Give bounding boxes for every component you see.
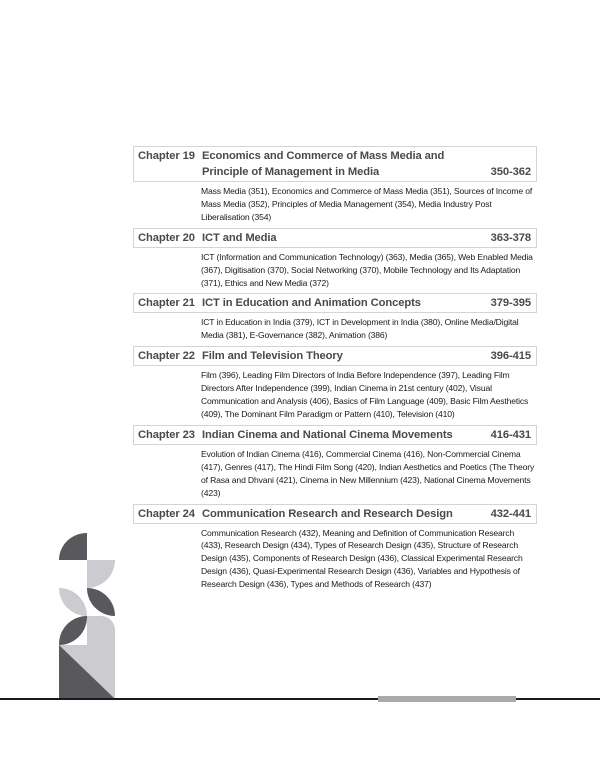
quarter-circle-dark-shape bbox=[59, 533, 87, 560]
table-of-contents bbox=[133, 146, 537, 595]
chapter-title: ICT and Media bbox=[202, 231, 277, 244]
chapter-title: Indian Cinema and National Cinema Movements bbox=[202, 428, 453, 441]
chapter-label: Chapter 20 bbox=[138, 231, 195, 244]
rounded-light-shape bbox=[87, 616, 115, 645]
chapter-topics: Film (396), Leading Film Directors of India Before Independence (397), Leading Film Directors After Independence (399), Indian Cinema in 21st century (402), Visual Communication and Analysis (406), Basics of Film Language (409), Basic Film Aesthetics (409), The Dominant Film Paradigm or Pattern (410), Television (410) bbox=[201, 370, 529, 419]
chapter-pages: 432-441 bbox=[490, 507, 531, 520]
chapter-pages: 416-431 bbox=[490, 428, 531, 441]
chapter-pages: 396-415 bbox=[490, 350, 531, 363]
chapter-title: Film and Television Theory bbox=[202, 350, 343, 363]
triangle-dark-shape bbox=[59, 645, 115, 699]
chapter-header bbox=[133, 346, 537, 366]
chapter-title: Communication Research and Research Design bbox=[202, 507, 453, 520]
chapter-label: Chapter 22 bbox=[138, 350, 195, 363]
chapter-header bbox=[133, 504, 537, 524]
chapter-label: Chapter 19 bbox=[138, 150, 195, 162]
chapter-topics: Mass Media (351), Economics and Commerce of Mass Media (351), Sources of Income of Mass Media (352), Principles of Media Management (354), Media Industry Post Liberalisation (354) bbox=[201, 186, 533, 222]
chapter-pages: 363-378 bbox=[490, 231, 531, 244]
chapter-21 bbox=[133, 293, 537, 342]
chapter-topics: Evolution of Indian Cinema (416), Commercial Cinema (416), Non-Commercial Cinema (417), Genres (417), The Hindi Film Song (420), Indian Aesthetics and Poetics (The Theory of Rasa and Dhvani (421), Cinema in New Millennium (423), National Cinema Movements (423) bbox=[201, 448, 535, 498]
chapter-24 bbox=[133, 504, 537, 592]
chapter-22 bbox=[133, 346, 537, 421]
chapter-header bbox=[133, 228, 537, 248]
chapter-label: Chapter 24 bbox=[138, 507, 195, 520]
chapter-label: Chapter 23 bbox=[138, 428, 195, 441]
chapter-pages: 350-362 bbox=[490, 166, 531, 178]
quarter-circle-light-shape bbox=[87, 560, 115, 588]
leaf-dark-shape bbox=[59, 616, 87, 645]
chapter-pages: 379-395 bbox=[490, 297, 531, 310]
chapter-19 bbox=[133, 146, 537, 224]
chapter-label: Chapter 21 bbox=[138, 297, 195, 310]
leaf-light-shape bbox=[59, 588, 87, 616]
chapter-topics: ICT (Information and Communication Technology) (363), Media (365), Web Enabled Media (367), Digitisation (370), Social Networking (370), Mobile Technology and Its Adaptation (371), Ethics and New Media (372) bbox=[201, 251, 533, 288]
chapter-topics: ICT in Education in India (379), ICT in Development in India (380), Online Media/Digital Media (381), E-Governance (382), Animation (386) bbox=[201, 317, 519, 341]
chapter-header bbox=[133, 425, 537, 445]
chapter-topics: Communication Research (432), Meaning and Definition of Communication Research (433), Research Design (434), Types of Research Design (435), Structure of Research Design (435), Components of Research Design (436), Classical Experimental Research Design (436), Quasi-Experimental Research Design (436), Variables and Hypothesis of Research Design (436), Types and Methods of Research (437) bbox=[201, 527, 523, 590]
footer-accent-bar bbox=[378, 696, 516, 702]
chapter-title: Economics and Commerce of Mass Media and Principle of Management in Media bbox=[202, 150, 445, 178]
chapter-header bbox=[133, 293, 537, 313]
chapter-23 bbox=[133, 425, 537, 500]
chapter-header bbox=[133, 146, 537, 182]
chapter-title: ICT in Education and Animation Concepts bbox=[202, 297, 421, 310]
chapter-20 bbox=[133, 228, 537, 290]
leaf-dark-shape bbox=[87, 588, 115, 616]
